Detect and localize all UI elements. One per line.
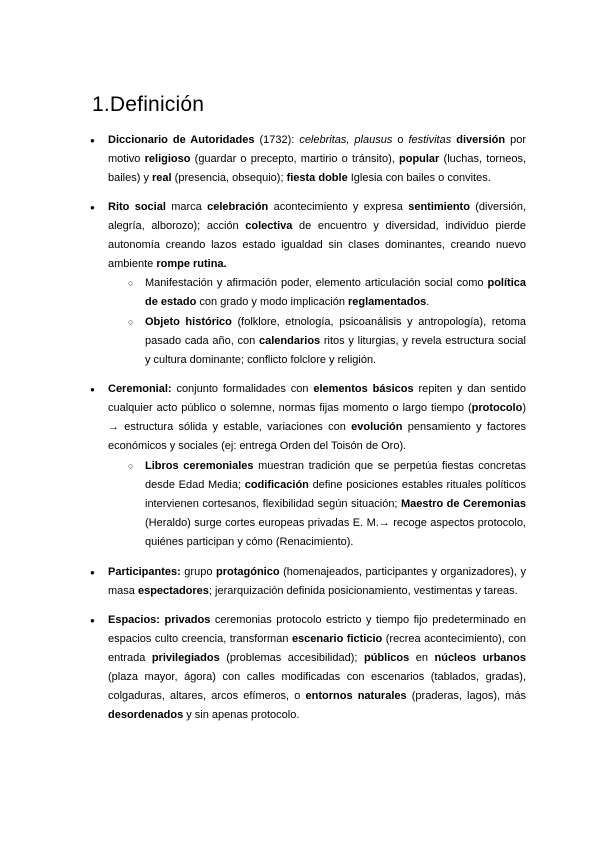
text-run: Participantes:: [108, 566, 181, 578]
text-run: públicos: [363, 652, 410, 664]
text-run: ; jerarquización definida posicionamiento, vestimentas y tareas.: [208, 585, 518, 597]
subparagraph-libros-ceremoniales: [145, 457, 526, 552]
text-run: (folklore, etnología, psicoanálisis y antropología), retoma pasado cada año, con: [145, 316, 526, 347]
text-run: (problemas accesibilidad);: [219, 652, 364, 664]
text-run: celebritas, plausus: [299, 134, 393, 146]
sub-bullet-icon: ○: [128, 278, 134, 288]
text-run: codificación: [244, 479, 309, 491]
text-run: desordenados: [108, 709, 184, 721]
paragraph-participantes: [108, 563, 526, 601]
text-run: política de estado: [145, 277, 526, 308]
paragraph-rito-social: [108, 198, 526, 274]
text-run: evolución: [351, 421, 403, 433]
text-run: define posiciones estables rituales políticos intervienen cortesanos, flexibilidad según situación;: [145, 479, 526, 510]
text-run: celebración: [207, 201, 269, 213]
text-run: protagónico: [216, 566, 280, 578]
bullet-icon: ●: [90, 203, 95, 212]
text-run: (luchas, torneos, bailes) y: [108, 153, 527, 184]
text-run: Maestro de Ceremonias: [401, 498, 526, 510]
text-run: (1732):: [254, 134, 300, 146]
text-run: Manifestación y afirmación poder, elemento articulación social como: [145, 277, 488, 289]
text-run: (diversión, alegría, alborozo); acción: [108, 201, 527, 232]
text-run: Ceremonial:: [108, 383, 172, 395]
text-run: Iglesia con bailes o convites.: [347, 172, 491, 184]
text-run: de encuentro y diversidad, individuo pierde autonomía creando lazos estado igualdad sin clases dominantes, creando nuevo ambiente: [108, 220, 526, 270]
text-run: conjunto formalidades con: [171, 383, 314, 395]
bullet-icon: ●: [90, 568, 95, 577]
text-run: ) → estructura sólida y estable, variaciones con: [108, 402, 526, 433]
text-run: (Heraldo) surge cortes europeas privadas E. M.→ recoge aspectos protocolo, quiénes participan y cómo (Renacimiento).: [145, 517, 526, 548]
subparagraph-objeto-historico: [145, 313, 526, 370]
text-run: privilegiados: [151, 652, 220, 664]
text-run: pensamiento y factores económicos y sociales (ej: entrega Orden del Toisón de Oro).: [108, 421, 526, 452]
text-run: Espacios:: [108, 614, 160, 626]
text-run: (praderas, lagos), más: [406, 690, 526, 702]
text-run: grupo: [180, 566, 216, 578]
bullet-icon: ●: [90, 136, 95, 145]
text-run: festivitas: [408, 134, 452, 146]
paragraph-diccionario: [108, 131, 526, 188]
text-run: Rito social: [108, 201, 166, 213]
paragraph-espacios: [108, 611, 526, 725]
text-run: diversión: [456, 134, 506, 146]
text-run: (plaza mayor, ágora) con calles modificadas con escenarios (tablados, gradas), colgaduras, altares, arcos efímeros, o: [108, 671, 526, 702]
text-run: escenario ficticio: [291, 633, 383, 645]
text-run: espectadores: [137, 585, 209, 597]
text-run: en: [409, 652, 435, 664]
text-run: ceremonias protocolo estricto y tiempo fijo predeterminado en espacios culto creencia, transforman: [108, 614, 526, 645]
text-run: (recrea acontecimiento), con entrada: [108, 633, 527, 664]
text-run: y sin apenas protocolo.: [183, 709, 300, 721]
text-run: popular: [399, 153, 440, 165]
sub-bullet-icon: ○: [128, 461, 134, 471]
text-run: reglamentados: [348, 296, 427, 308]
text-run: privados: [164, 614, 211, 626]
text-run: calendarios: [259, 335, 321, 347]
text-run: (presencia, obsequio);: [171, 172, 287, 184]
text-run: sentimiento: [408, 201, 470, 213]
text-run: (homenajeados, participantes y organizadores), y masa: [108, 566, 527, 597]
text-run: Objeto histórico: [145, 316, 232, 328]
text-run: elementos básicos: [313, 383, 414, 395]
text-run: Diccionario de Autoridades: [108, 134, 255, 146]
text-run: .: [426, 296, 430, 308]
sub-bullet-icon: ○: [128, 317, 134, 327]
text-run: muestran tradición que se perpetúa fiestas concretas desde Edad Media;: [145, 460, 526, 491]
bullet-icon: ●: [90, 616, 95, 625]
text-run: real: [152, 172, 172, 184]
text-run: rompe rutina.: [156, 258, 227, 270]
text-run: acontecimiento y expresa: [268, 201, 409, 213]
section-heading: 1.Definición: [92, 93, 205, 116]
text-run: núcleos urbanos: [434, 652, 526, 664]
bullet-icon: ●: [90, 385, 95, 394]
text-run: Libros ceremoniales: [145, 460, 254, 472]
text-run: por motivo: [108, 134, 527, 165]
text-run: repiten y dan sentido cualquier acto público o solemne, normas fijas momento o largo tiempo (: [108, 383, 527, 414]
text-run: religioso: [144, 153, 191, 165]
text-run: ritos y liturgias, y revela estructura social y cultura dominante; conflicto folclore y religión.: [145, 335, 526, 366]
text-run: o: [392, 134, 409, 146]
text-run: colectiva: [245, 220, 293, 232]
text-run: marca: [165, 201, 208, 213]
paragraph-ceremonial: [108, 380, 526, 456]
text-run: fiesta doble: [286, 172, 348, 184]
text-run: (guardar o precepto, martirio o tránsito),: [190, 153, 399, 165]
subparagraph-manifestacion: [145, 274, 526, 312]
text-run: protocolo: [471, 402, 523, 414]
text-run: entornos naturales: [305, 690, 407, 702]
text-run: con grado y modo implicación: [196, 296, 348, 308]
